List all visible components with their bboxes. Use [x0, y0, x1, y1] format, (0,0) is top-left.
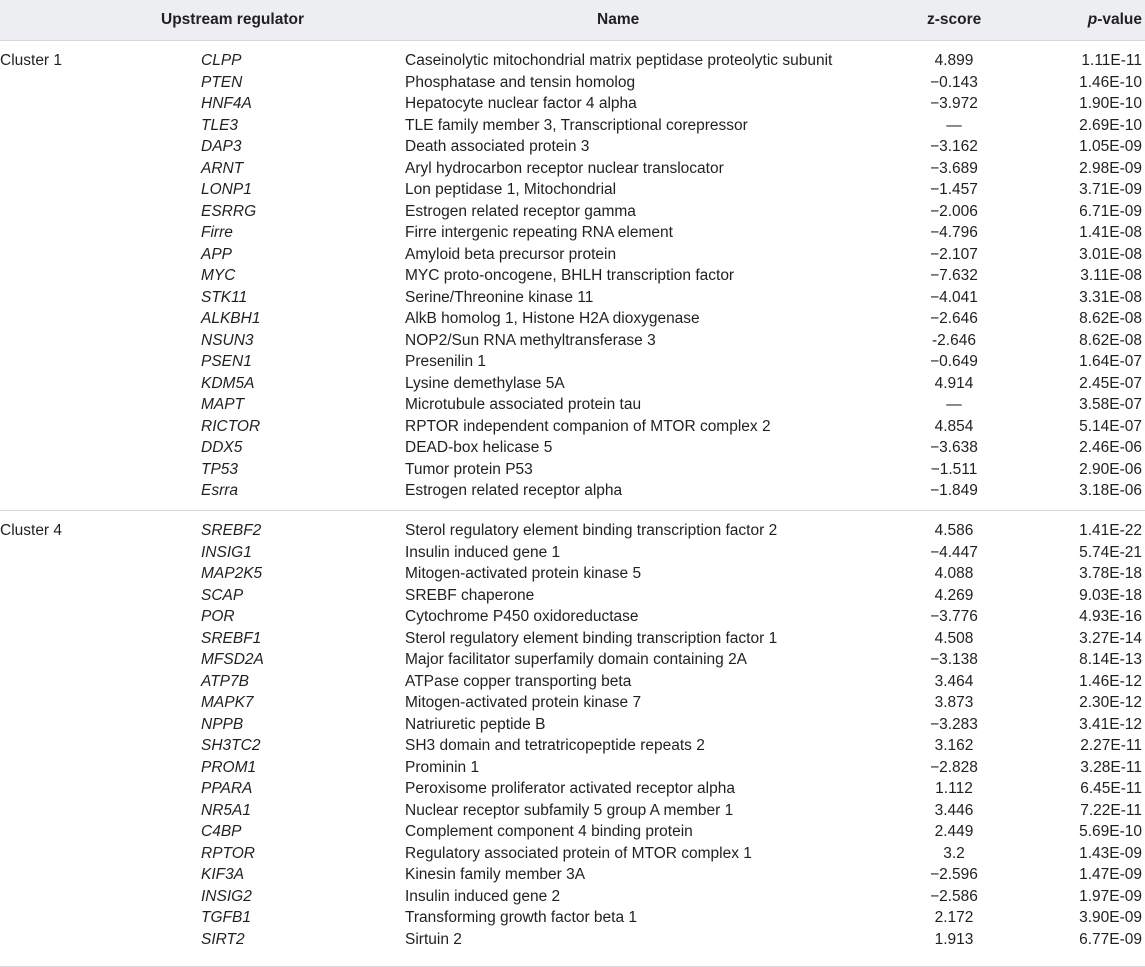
p-value-cell: 1.41E-22	[1079, 522, 1142, 539]
z-score-cell: 2.172	[934, 909, 974, 926]
z-score-cell: 4.586	[934, 522, 974, 539]
regulator-cell: TGFB1	[201, 909, 251, 926]
z-score-cell: −3.162	[930, 138, 978, 155]
name-cell: Lon peptidase 1, Mitochondrial	[405, 181, 617, 198]
p-value-cell: 2.46E-06	[1079, 439, 1142, 456]
z-score-cell: −1.511	[930, 460, 978, 478]
name-cell: Caseinolytic mitochondrial matrix peptidase proteolytic subunit	[405, 52, 833, 69]
z-score-cell: −0.143	[930, 73, 978, 91]
z-score-cell: 4.854	[934, 417, 974, 435]
regulator-cell: NPPB	[201, 715, 244, 733]
table-row	[0, 886, 1145, 908]
regulator-cell: C4BP	[201, 823, 242, 840]
table-row	[0, 800, 1145, 822]
header-p-italic: p	[1087, 11, 1098, 28]
regulator-cell: MYC	[201, 267, 236, 284]
z-score-cell: −3.972	[930, 95, 978, 112]
table-row	[0, 542, 1145, 564]
cluster-label: Cluster 4	[0, 522, 63, 539]
p-value-cell: 1.41E-08	[1079, 224, 1142, 241]
table-row	[0, 480, 1145, 502]
z-score-cell: −4.796	[930, 224, 978, 241]
p-value-cell: 3.18E-06	[1079, 482, 1142, 499]
regulator-cell: ATP7B	[201, 672, 249, 690]
table-row	[0, 222, 1145, 244]
cluster-group	[0, 41, 1145, 511]
regulator-cell: MFSD2A	[201, 651, 264, 668]
p-value-cell: 2.98E-09	[1079, 159, 1142, 177]
header-name: Name	[597, 11, 640, 28]
z-score-cell: −2.828	[930, 758, 978, 776]
z-score-cell: 4.269	[934, 586, 974, 604]
table-row	[0, 416, 1145, 438]
regulator-cell: INSIG2	[201, 887, 252, 905]
name-cell: Amyloid beta precursor protein	[405, 245, 617, 263]
table-row	[0, 585, 1145, 607]
p-value-cell: 5.69E-10	[1079, 823, 1142, 840]
z-score-cell: −3.689	[930, 159, 978, 177]
table-row	[0, 308, 1145, 330]
name-cell: Estrogen related receptor alpha	[405, 482, 623, 499]
regulator-cell: ALKBH1	[201, 310, 261, 327]
name-cell: Serine/Threonine kinase 11	[405, 288, 594, 306]
p-value-cell: 4.93E-16	[1079, 608, 1142, 625]
p-value-cell: 1.64E-07	[1079, 353, 1142, 370]
z-score-cell: 3.464	[934, 672, 974, 690]
table-header	[0, 0, 1145, 41]
regulator-cell: PROM1	[201, 758, 257, 776]
regulator-cell: PTEN	[201, 73, 243, 91]
p-value-cell: 9.03E-18	[1079, 586, 1142, 604]
p-value-cell: 1.05E-09	[1079, 138, 1142, 155]
table-row	[0, 158, 1145, 180]
p-value-cell: 2.45E-07	[1079, 374, 1142, 392]
name-cell: Insulin induced gene 2	[405, 887, 561, 905]
p-value-cell: 2.69E-10	[1079, 116, 1142, 134]
name-cell: Major facilitator superfamily domain containing 2A	[405, 651, 748, 668]
name-cell: Lysine demethylase 5A	[405, 374, 565, 392]
regulator-cell: SH3TC2	[201, 737, 261, 754]
regulator-cell: PSEN1	[201, 353, 252, 370]
table-row	[0, 179, 1145, 201]
p-value-cell: 7.22E-11	[1080, 801, 1142, 819]
z-score-cell: −3.776	[930, 608, 978, 625]
name-cell: Sterol regulatory element binding transcription factor 2	[405, 522, 778, 539]
z-score-cell: -2.646	[932, 331, 976, 349]
table-row	[0, 351, 1145, 373]
table-row	[0, 394, 1145, 416]
p-value-cell: 3.28E-11	[1080, 758, 1142, 776]
regulator-cell: MAP2K5	[201, 565, 263, 582]
z-score-cell: −1.457	[930, 181, 978, 198]
table-body	[0, 41, 1145, 967]
table-row	[0, 563, 1145, 585]
z-score-cell: −1.849	[930, 482, 978, 499]
name-cell: SH3 domain and tetratricopeptide repeats 2	[405, 737, 705, 754]
p-value-cell: 1.46E-12	[1079, 672, 1142, 690]
z-score-cell: −2.006	[930, 202, 978, 220]
name-cell: Peroxisome proliferator activated receptor alpha	[405, 780, 735, 797]
z-score-cell: −2.586	[930, 887, 978, 905]
p-value-cell: 1.90E-10	[1079, 95, 1142, 112]
name-cell: Mitogen-activated protein kinase 7	[405, 694, 642, 711]
table-row	[0, 821, 1145, 843]
regulator-cell: KIF3A	[201, 866, 245, 883]
name-cell: Estrogen related receptor gamma	[405, 202, 636, 220]
p-value-cell: 3.01E-08	[1079, 245, 1142, 263]
table-row	[0, 115, 1145, 137]
cluster-label: Cluster 1	[0, 52, 63, 69]
table-row	[0, 93, 1145, 115]
name-cell: TLE family member 3, Transcriptional corepressor	[405, 116, 748, 134]
table-row	[0, 244, 1145, 266]
regulator-cell: SCAP	[201, 586, 244, 604]
z-score-cell: 3.162	[934, 737, 974, 754]
name-cell: Tumor protein P53	[405, 460, 533, 478]
name-cell: ATPase copper transporting beta	[405, 672, 632, 690]
z-score-cell: 4.508	[934, 629, 974, 647]
z-score-cell: —	[946, 396, 962, 413]
cluster-group	[0, 511, 1145, 967]
z-score-cell: 1.913	[934, 930, 974, 948]
name-cell: MYC proto-oncogene, BHLH transcription factor	[405, 267, 735, 284]
p-value-cell: 2.30E-12	[1079, 694, 1142, 711]
p-value-cell: 8.62E-08	[1079, 331, 1142, 349]
z-score-cell: 4.914	[934, 374, 974, 392]
p-value-cell: 8.14E-13	[1079, 651, 1142, 668]
table-row	[0, 50, 1145, 72]
regulator-cell: PPARA	[201, 780, 253, 797]
table-row	[0, 265, 1145, 287]
p-value-cell: 1.43E-09	[1079, 844, 1142, 862]
name-cell: Firre intergenic repeating RNA element	[405, 224, 673, 241]
table-row	[0, 606, 1145, 628]
p-value-cell: 3.90E-09	[1079, 909, 1142, 926]
regulator-cell: HNF4A	[201, 95, 252, 112]
z-score-cell: −2.646	[930, 310, 978, 327]
z-score-cell: −0.649	[930, 353, 978, 370]
regulator-cell: RPTOR	[201, 844, 255, 862]
regulator-cell: TLE3	[201, 116, 239, 134]
name-cell: Prominin 1	[405, 758, 480, 776]
z-score-cell: 2.449	[934, 823, 974, 840]
name-cell: Insulin induced gene 1	[405, 543, 561, 561]
name-cell: SREBF chaperone	[405, 586, 535, 604]
p-value-cell: 3.41E-12	[1079, 715, 1142, 733]
regulator-cell: NR5A1	[201, 801, 251, 819]
p-value-cell: 3.11E-08	[1080, 267, 1142, 284]
p-value-cell: 5.14E-07	[1079, 417, 1142, 435]
table-row	[0, 437, 1145, 459]
header-z-score: z-score	[927, 11, 982, 28]
table-row	[0, 287, 1145, 309]
table-row	[0, 929, 1145, 951]
table-row	[0, 373, 1145, 395]
name-cell: Mitogen-activated protein kinase 5	[405, 565, 642, 582]
regulator-cell: ARNT	[201, 159, 244, 177]
table-row	[0, 757, 1145, 779]
p-value-cell: 1.46E-10	[1079, 73, 1142, 91]
z-score-cell: −3.638	[930, 439, 978, 456]
table-row	[0, 330, 1145, 352]
name-cell: NOP2/Sun RNA methyltransferase 3	[405, 331, 656, 349]
name-cell: Death associated protein 3	[405, 138, 590, 155]
regulator-cell: MAPK7	[201, 694, 254, 711]
regulator-cell: POR	[201, 608, 235, 625]
name-cell: Microtubule associated protein tau	[405, 396, 642, 413]
regulator-cell: DAP3	[201, 138, 242, 155]
name-cell: Cytochrome P450 oxidoreductase	[405, 608, 639, 625]
regulator-cell: SREBF2	[201, 522, 262, 539]
name-cell: Sterol regulatory element binding transcription factor 1	[405, 629, 778, 647]
z-score-cell: 4.899	[934, 52, 974, 69]
regulator-cell: STK11	[201, 288, 248, 306]
regulator-cell: NSUN3	[201, 331, 254, 349]
name-cell: RPTOR independent companion of MTOR complex 2	[405, 417, 771, 435]
p-value-cell: 3.71E-09	[1079, 181, 1142, 198]
p-value-cell: 6.77E-09	[1079, 930, 1142, 948]
name-cell: Natriuretic peptide B	[405, 715, 546, 733]
table-row	[0, 136, 1145, 158]
p-value-cell: 1.11E-11	[1081, 52, 1142, 69]
z-score-cell: −4.041	[930, 288, 978, 306]
regulator-cell: CLPP	[201, 52, 242, 69]
table-row	[0, 72, 1145, 94]
table-row	[0, 520, 1145, 542]
table-row	[0, 671, 1145, 693]
regulator-cell: SIRT2	[201, 930, 245, 948]
regulator-cell: Firre	[201, 224, 233, 241]
name-cell: Sirtuin 2	[405, 930, 462, 948]
name-cell: Hepatocyte nuclear factor 4 alpha	[405, 95, 637, 112]
table-row	[0, 843, 1145, 865]
table-row	[0, 907, 1145, 929]
table-row	[0, 201, 1145, 223]
z-score-cell: −4.447	[930, 543, 978, 561]
regulator-cell: SREBF1	[201, 629, 262, 647]
name-cell: DEAD-box helicase 5	[405, 439, 553, 456]
p-value-cell: 6.45E-11	[1080, 780, 1142, 797]
regulator-cell: RICTOR	[201, 417, 261, 435]
p-value-cell: 1.47E-09	[1079, 866, 1142, 883]
name-cell: Phosphatase and tensin homolog	[405, 73, 636, 91]
name-cell: Kinesin family member 3A	[405, 866, 586, 883]
table-row	[0, 735, 1145, 757]
regulator-cell: DDX5	[201, 439, 243, 456]
name-cell: Regulatory associated protein of MTOR complex 1	[405, 844, 752, 862]
name-cell: Aryl hydrocarbon receptor nuclear translocator	[405, 159, 724, 177]
name-cell: Nuclear receptor subfamily 5 group A member 1	[405, 801, 734, 819]
regulator-cell: MAPT	[201, 396, 245, 413]
z-score-cell: −2.596	[930, 866, 978, 883]
z-score-cell: 3.2	[943, 844, 965, 862]
p-value-cell: 2.90E-06	[1079, 460, 1142, 478]
table-row	[0, 459, 1145, 481]
p-value-cell: 3.31E-08	[1079, 288, 1142, 306]
z-score-cell: −3.138	[930, 651, 978, 668]
z-score-cell: 4.088	[934, 565, 974, 582]
table-row	[0, 714, 1145, 736]
header-p-suffix: -value	[1097, 11, 1142, 28]
header-p-value	[1088, 11, 1142, 29]
z-score-cell: −7.632	[930, 267, 978, 284]
regulator-cell: ESRRG	[201, 202, 257, 220]
p-value-cell: 3.58E-07	[1079, 396, 1142, 413]
table-row	[0, 628, 1145, 650]
table-row	[0, 778, 1145, 800]
table-row	[0, 864, 1145, 886]
z-score-cell: −3.283	[930, 715, 978, 733]
table-row	[0, 649, 1145, 671]
header-upstream-regulator: Upstream regulator	[161, 11, 304, 28]
regulator-cell: APP	[201, 245, 233, 263]
regulator-cell: Esrra	[201, 482, 239, 499]
p-value-cell: 1.97E-09	[1079, 887, 1142, 905]
table-row	[0, 692, 1145, 714]
z-score-cell: 3.873	[934, 694, 974, 711]
p-value-cell: 5.74E-21	[1079, 543, 1142, 561]
z-score-cell: 3.446	[934, 801, 974, 819]
name-cell: AlkB homolog 1, Histone H2A dioxygenase	[405, 310, 700, 327]
p-value-cell: 6.71E-09	[1079, 202, 1142, 220]
regulator-cell: INSIG1	[201, 543, 252, 561]
name-cell: Presenilin 1	[405, 353, 486, 370]
regulator-cell: TP53	[201, 460, 239, 478]
name-cell: Complement component 4 binding protein	[405, 823, 693, 840]
z-score-cell: —	[946, 116, 962, 134]
regulator-cell: LONP1	[201, 181, 252, 198]
z-score-cell: 1.112	[935, 780, 973, 797]
p-value-cell: 3.78E-18	[1079, 565, 1142, 582]
p-value-cell: 8.62E-08	[1079, 310, 1142, 327]
p-value-cell: 2.27E-11	[1080, 737, 1142, 754]
p-value-cell: 3.27E-14	[1079, 629, 1142, 647]
name-cell: Transforming growth factor beta 1	[405, 909, 638, 926]
regulator-cell: KDM5A	[201, 374, 255, 392]
z-score-cell: −2.107	[930, 245, 978, 263]
